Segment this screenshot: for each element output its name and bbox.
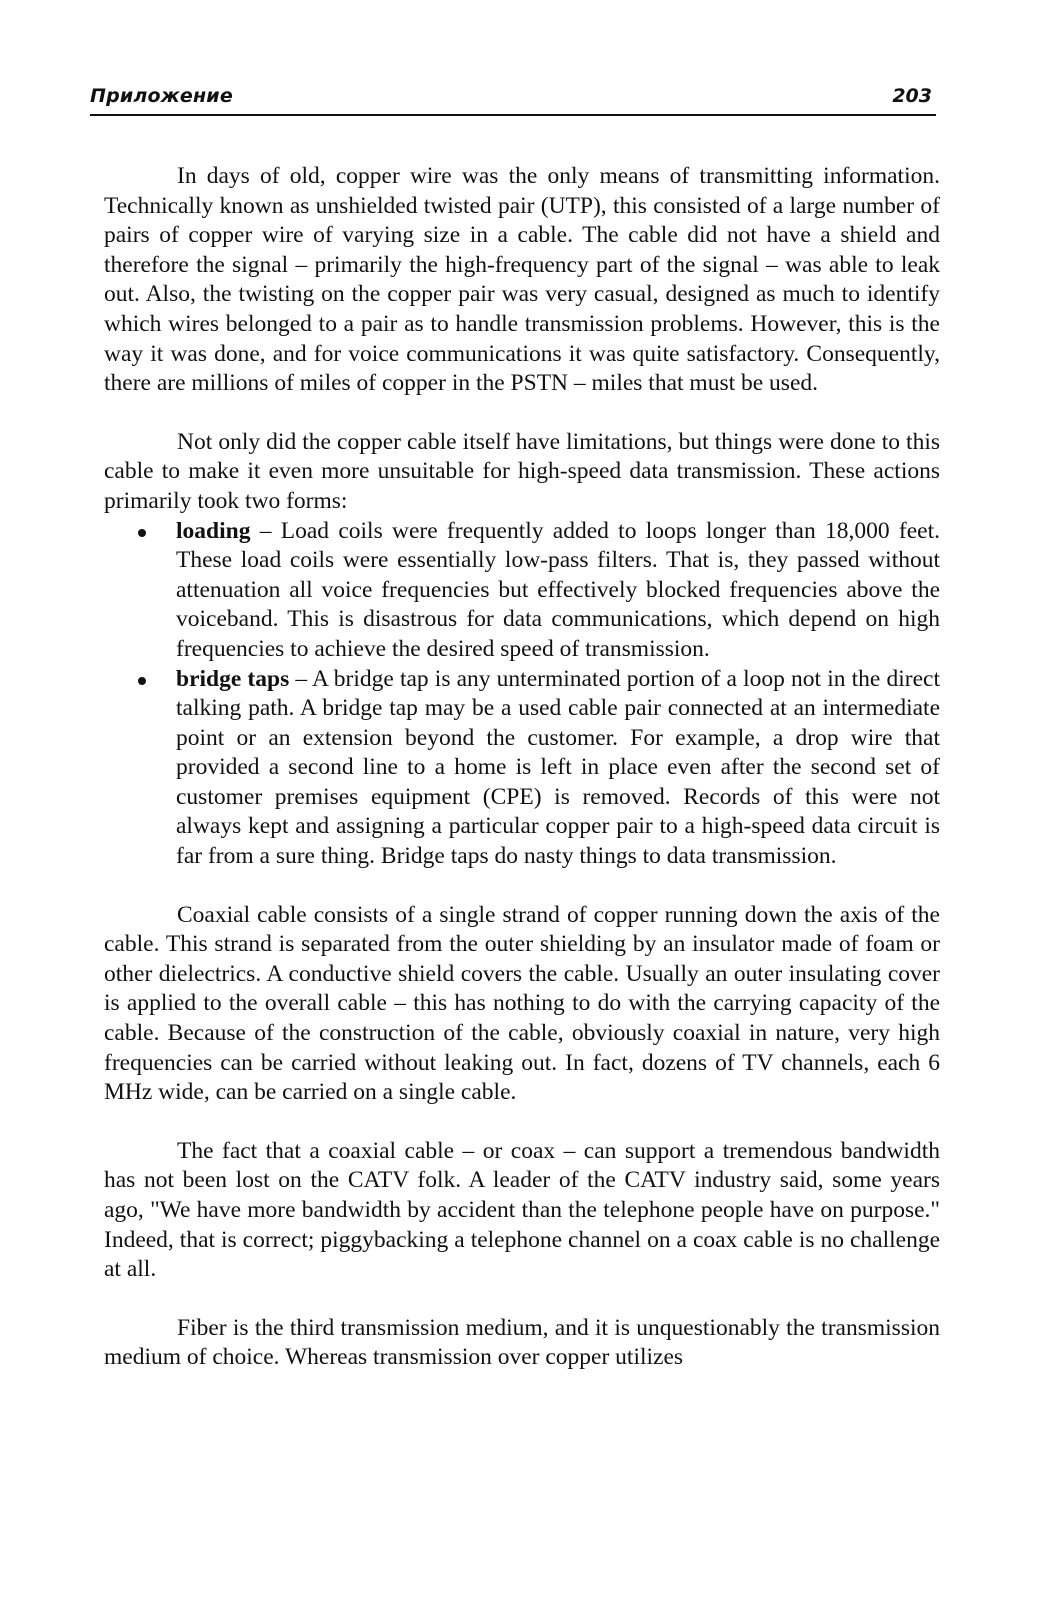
paragraph-catv: The fact that a coaxial cable – or coax – can support a tremendous bandwidth has not been lost on the CATV folk. A leader of the CATV industry said, some years ago, "We have more bandwidth by accident than the telephone people have on purpose." Indeed, that is correct; piggybacking a telephone channel on a coax cable is no challenge at all. xyxy=(104,1137,940,1283)
bullet-dot-icon xyxy=(138,677,146,685)
paragraph-cable-limitations: Not only did the copper cable itself have limitations, but things were done to this cable to make it even more unsuitable for high-speed data transmission. These actions primarily took two forms: xyxy=(104,428,940,514)
bullet-text: – A bridge tap is any unterminated portion of a loop not in the direct talking path. A bridge tap may be a used cable pair connected at an intermediate point or an extension beyond the customer. For example, a drop wire that provided a second line to a home is left in place even after the second set of customer premises equipment (CPE) is removed. Records of this were not always kept and assigning a particular copper pair to a high-speed data circuit is far from a sure thing. Bridge taps do nasty things to data transmission. xyxy=(176,665,940,870)
book-page xyxy=(90,82,940,1373)
bullet-item-bridge-taps xyxy=(104,665,940,872)
paragraph-coaxial: Coaxial cable consists of a single strand of copper running down the axis of the cable. This strand is separated from the outer shielding by an insulator made of foam or other dielectrics. A conductive shield covers the cable. Usually an outer insulating cover is applied to the overall cable – this has nothing to do with the carrying capacity of the cable. Because of the construction of the cable, obviously coaxial in nature, very high frequencies can be carried without leaking out. In fact, dozens of TV channels, each 6 MHz wide, can be carried on a single cable. xyxy=(104,901,940,1106)
running-header xyxy=(90,82,936,116)
paragraph-fiber: Fiber is the third transmission medium, and it is unquestionably the transmission medium of choice. Whereas transmission over copper utilizes xyxy=(104,1314,940,1371)
page-number: 203 xyxy=(892,85,932,107)
bullet-term: bridge taps xyxy=(176,665,290,692)
bullet-text: – Load coils were frequently added to loops longer than 18,000 feet. These load coils were essentially low-pass filters. That is, they passed without attenuation all voice frequencies but effectively blocked frequencies above the voiceband. This is disastrous for data communications, which depend on high frequencies to achieve the desired speed of transmission. xyxy=(176,517,940,662)
bullet-term: loading xyxy=(176,517,251,544)
bullet-list xyxy=(104,517,940,872)
bullet-dot-icon xyxy=(138,529,146,537)
body-text xyxy=(104,162,940,1373)
paragraph-copper-history: In days of old, copper wire was the only means of transmitting information. Technically known as unshielded twisted pair (UTP), this consisted of a large number of pairs of copper wire of varying size in a cable. The cable did not have a shield and therefore the signal – primarily the high-frequency part of the signal – was able to leak out. Also, the twisting on the copper pair was very casual, designed as much to identify which wires belonged to a pair as to handle transmission problems. However, this is the way it was done, and for voice communications it was quite satisfactory. Consequently, there are millions of miles of copper in the PSTN – miles that must be used. xyxy=(104,163,940,397)
bullet-item-loading xyxy=(104,517,940,665)
chapter-title: Приложение xyxy=(90,85,233,107)
